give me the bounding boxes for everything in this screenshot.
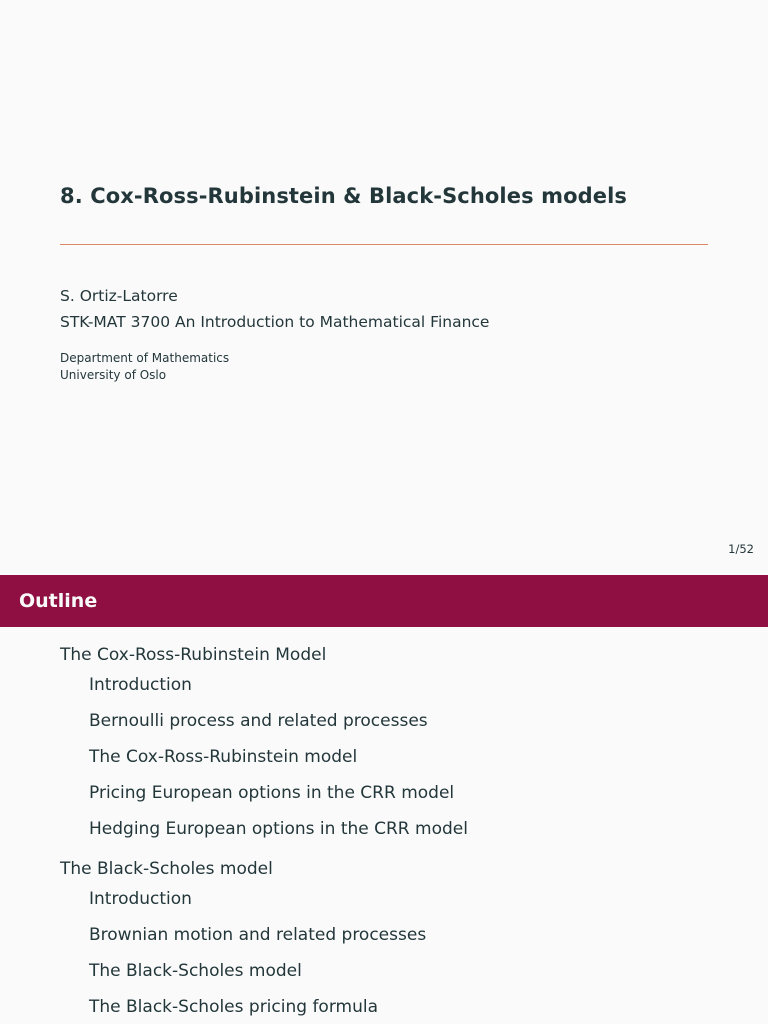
toc-subsection-item[interactable]: Brownian motion and related processes [89, 925, 427, 945]
toc-subsection-item[interactable]: Pricing European options in the CRR model [89, 783, 455, 803]
toc-subsection-item[interactable]: The Black-Scholes model [89, 961, 302, 981]
presentation-title: 8. Cox-Ross-Rubinstein & Black-Scholes models [60, 184, 627, 208]
department-name: Department of Mathematics [60, 351, 230, 365]
toc-subsection-item[interactable]: The Cox-Ross-Rubinstein model [89, 747, 358, 767]
table-of-contents [0, 627, 768, 1017]
course-name: STK-MAT 3700 An Introduction to Mathematical Finance [60, 313, 490, 331]
outline-title: Outline [19, 590, 98, 612]
toc-subsection-item[interactable]: Bernoulli process and related processes [89, 711, 428, 731]
outline-header [0, 575, 768, 627]
toc-subsection-item[interactable]: Hedging European options in the CRR model [89, 819, 468, 839]
toc-subsection-item[interactable]: Introduction [89, 889, 192, 909]
toc-subsection-item[interactable]: The Black-Scholes pricing formula [89, 997, 378, 1017]
university-name: University of Oslo [60, 368, 167, 382]
toc-subsection-item[interactable]: Introduction [89, 675, 192, 695]
title-divider [60, 244, 708, 245]
outline-slide [0, 575, 768, 1024]
toc-section-black-scholes[interactable]: The Black-Scholes model [60, 859, 273, 879]
toc-section-crr[interactable]: The Cox-Ross-Rubinstein Model [60, 645, 327, 665]
author-name: S. Ortiz-Latorre [60, 287, 178, 305]
page-number: 1/52 [728, 542, 754, 556]
